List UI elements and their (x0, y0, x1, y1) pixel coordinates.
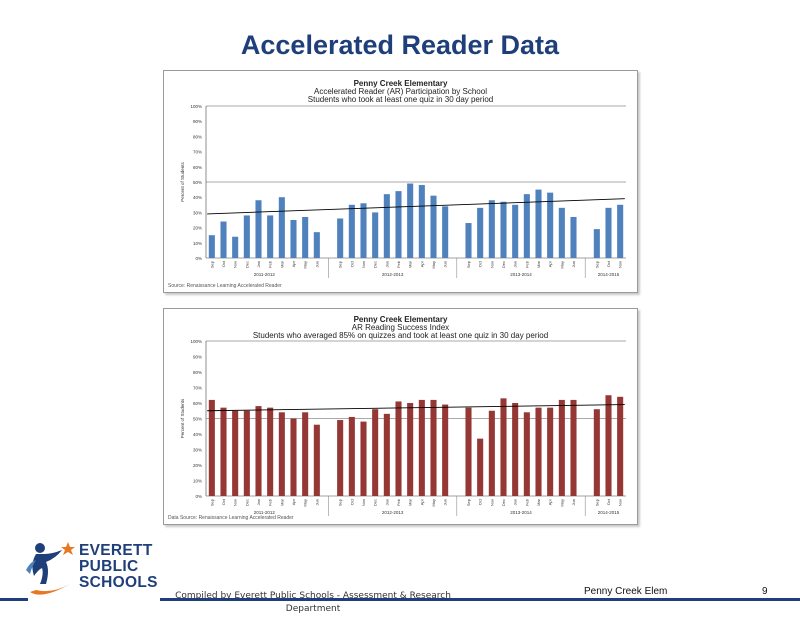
chart2-source: Data Source: Renaissance Learning Accelerated Reader (168, 515, 294, 521)
y-tick-label: 30% (192, 447, 202, 453)
x-tick-label: Sep (594, 499, 600, 507)
bar (360, 203, 366, 258)
x-tick-label: May (302, 261, 308, 269)
x-tick-label: Jun (442, 499, 448, 506)
y-tick-label: 0% (195, 494, 202, 499)
x-tick-label: Nov (232, 261, 238, 269)
x-tick-label: Nov (489, 261, 495, 269)
x-tick-label: Jan (256, 499, 261, 506)
x-tick-label: Sep (209, 499, 215, 507)
x-tick-label: Sep (337, 499, 343, 507)
x-tick-label: May (302, 499, 308, 507)
bar (232, 237, 238, 258)
group-label: 2013-2014 (510, 272, 532, 277)
y-tick-label: 50% (192, 416, 202, 422)
x-tick-label: Mar (407, 499, 413, 506)
y-tick-label: 20% (192, 225, 202, 231)
x-tick-label: Jun (571, 499, 576, 506)
x-tick-label: Jan (256, 261, 261, 268)
bar (430, 400, 436, 496)
x-tick-label: Mar (536, 499, 541, 506)
x-tick-label: Oct (349, 261, 355, 268)
x-tick-label: Jan (384, 499, 390, 506)
y-tick-label: 50% (192, 180, 202, 185)
x-tick-label: Apr (419, 261, 425, 268)
group-label: 2013-2014 (510, 510, 532, 515)
x-tick-label: Jun (442, 261, 448, 268)
bar (500, 398, 506, 496)
group-label: 2014-2015 (597, 510, 620, 515)
x-tick-label: Sep (337, 261, 343, 269)
bar (419, 400, 425, 496)
bar (559, 208, 565, 258)
y-tick-label: 60% (192, 401, 202, 406)
x-tick-label: Jun (314, 499, 320, 506)
bar (500, 202, 506, 258)
x-tick-label: May (431, 261, 436, 269)
slide-title: Accelerated Reader Data (240, 30, 560, 60)
chart1-subtitle2: Students who took at least one quiz in 30 day period (307, 95, 494, 104)
group-label: 2011-2012 (253, 510, 275, 515)
y-tick-label: 10% (192, 240, 202, 246)
x-tick-label: Mar (407, 261, 413, 268)
bar (407, 403, 413, 496)
chart1-title: Penny Creek Elementary (353, 79, 448, 88)
logo-figure-icon (22, 540, 82, 602)
x-tick-label: Oct (221, 499, 226, 506)
x-tick-label: Nov (617, 261, 623, 269)
bar (617, 397, 623, 496)
bar (384, 194, 390, 258)
group-label: 2012-2013 (381, 272, 404, 277)
bar (570, 217, 576, 258)
bar (337, 420, 343, 496)
bar (384, 414, 390, 496)
bar (349, 417, 355, 496)
x-tick-label: Feb (267, 499, 273, 506)
bar (559, 400, 565, 496)
bar (535, 190, 541, 258)
x-tick-label: May (559, 261, 565, 269)
bar (605, 208, 611, 258)
x-tick-label: Apr (547, 499, 553, 506)
x-tick-label: May (431, 499, 436, 507)
x-tick-label: Feb (524, 261, 530, 268)
x-tick-label: Nov (361, 261, 366, 269)
logo-line-3: SCHOOLS (79, 574, 158, 591)
x-tick-label: Oct (477, 261, 483, 268)
x-tick-label: Mar (279, 261, 285, 268)
x-tick-label: Sep (466, 261, 471, 269)
x-tick-label: Dec (372, 499, 378, 507)
bar (477, 439, 483, 496)
logo-line-1: EVERETT (79, 542, 153, 559)
logo-text (79, 543, 158, 591)
x-tick-label: Oct (221, 261, 226, 268)
bar (570, 400, 576, 496)
group-label: 2014-2015 (597, 272, 620, 277)
x-tick-label: Dec (244, 499, 250, 507)
x-tick-label: Sep (594, 261, 600, 269)
bar (407, 184, 413, 258)
bar (524, 412, 530, 496)
bar (372, 409, 378, 496)
bar (209, 400, 215, 496)
y-tick-label: 80% (192, 370, 202, 375)
y-tick-label: 10% (192, 478, 202, 484)
y-tick-label: 40% (192, 432, 202, 437)
x-tick-label: Nov (489, 499, 495, 507)
y-tick-label: 90% (192, 354, 202, 360)
x-tick-label: Nov (617, 499, 623, 507)
bar (314, 425, 320, 496)
x-tick-label: Mar (536, 261, 541, 268)
chart2-subtitle2: Students who averaged 85% on quizzes and took at least one quiz in 30 day period (252, 331, 549, 340)
group-label: 2011-2012 (253, 272, 275, 277)
chart1-plot (164, 71, 637, 292)
y-tick-label: 20% (192, 463, 202, 468)
bar (290, 419, 296, 497)
x-tick-label: Feb (396, 499, 401, 506)
x-tick-label: Feb (524, 499, 530, 506)
bar (547, 408, 553, 496)
bar (547, 193, 553, 258)
bar (232, 411, 238, 496)
bar (279, 197, 285, 258)
ar-success-index-chart (163, 308, 638, 525)
bar (512, 403, 518, 496)
bar (372, 212, 378, 258)
logo-line-2: PUBLIC (79, 558, 139, 575)
bar (442, 405, 448, 496)
y-tick-label: 40% (192, 195, 202, 201)
chart2-subtitle: AR Reading Success Index (351, 323, 450, 332)
bar (489, 411, 495, 496)
chart2-title: Penny Creek Elementary (353, 315, 448, 324)
bar (267, 215, 273, 258)
bar (465, 223, 471, 258)
bar (605, 395, 611, 496)
bar (535, 408, 541, 496)
footer-compiled-by: Compiled by Everett Public Schools - Assessment & Research Department (175, 591, 451, 614)
bar (255, 200, 261, 258)
ar-participation-chart (163, 70, 638, 293)
bar (279, 412, 285, 496)
group-label: 2012-2013 (381, 510, 404, 515)
footer-school-name: Penny Creek Elem (584, 586, 668, 597)
x-tick-label: Mar (279, 499, 285, 506)
x-tick-label: Oct (477, 499, 483, 506)
chart1-source: Source: Renaissance Learning Accelerated Reader (168, 283, 282, 289)
x-tick-label: Feb (267, 261, 273, 268)
bar (477, 208, 483, 258)
x-tick-label: Oct (606, 499, 611, 506)
bar (360, 422, 366, 496)
bar (442, 206, 448, 258)
y-axis-label: Percent of Students (180, 398, 185, 439)
bar (337, 218, 343, 258)
bar (244, 411, 250, 496)
x-tick-label: May (559, 499, 565, 507)
bar (594, 409, 600, 496)
x-tick-label: Jun (571, 261, 576, 268)
chart2-plot (164, 309, 637, 524)
bar (255, 406, 261, 496)
bar (395, 191, 401, 258)
bar (419, 185, 425, 258)
page-number: 9 (762, 586, 768, 597)
x-tick-label: Oct (606, 261, 611, 268)
x-tick-label: Apr (291, 499, 296, 506)
x-tick-label: Nov (232, 499, 238, 507)
x-tick-label: Feb (396, 261, 401, 268)
x-tick-label: Apr (291, 261, 296, 268)
bar (489, 200, 495, 258)
bar (244, 215, 250, 258)
x-tick-label: Jan (384, 261, 390, 268)
y-tick-label: 100% (190, 339, 202, 344)
bar (290, 220, 296, 258)
y-tick-label: 60% (192, 164, 202, 170)
bar (524, 194, 530, 258)
everett-public-schools-logo (22, 540, 162, 602)
bar (512, 205, 518, 258)
x-tick-label: Apr (419, 499, 425, 506)
x-tick-label: Sep (466, 499, 471, 507)
bar (430, 196, 436, 258)
bar (267, 408, 273, 496)
y-tick-label: 70% (192, 149, 202, 155)
bar (220, 408, 226, 496)
x-tick-label: Jun (314, 261, 320, 268)
y-tick-label: 100% (190, 104, 202, 109)
bar (302, 412, 308, 496)
footer-rule-left (0, 598, 28, 601)
x-tick-label: Jan (512, 499, 518, 506)
x-tick-label: Nov (361, 499, 366, 507)
bar (314, 232, 320, 258)
bar (220, 222, 226, 258)
bar (395, 401, 401, 496)
y-tick-label: 80% (192, 134, 202, 140)
bar (209, 235, 215, 258)
y-tick-label: 30% (192, 210, 202, 216)
bar (594, 229, 600, 258)
x-tick-label: Apr (547, 261, 553, 268)
x-tick-label: Dec (372, 261, 378, 269)
x-tick-label: Dec (501, 499, 506, 507)
bar (465, 408, 471, 496)
x-tick-label: Dec (501, 261, 506, 269)
y-tick-label: 70% (192, 385, 202, 391)
bar (302, 217, 308, 258)
bar (617, 205, 623, 258)
bar (349, 205, 355, 258)
x-tick-label: Jan (512, 261, 518, 268)
chart1-subtitle: Accelerated Reader (AR) Participation by School (314, 87, 487, 96)
x-tick-label: Oct (349, 499, 355, 506)
x-tick-label: Dec (244, 261, 250, 269)
y-tick-label: 90% (192, 119, 202, 125)
y-axis-label: Percent of Students (180, 162, 185, 202)
y-tick-label: 0% (195, 256, 202, 261)
x-tick-label: Sep (209, 261, 215, 269)
